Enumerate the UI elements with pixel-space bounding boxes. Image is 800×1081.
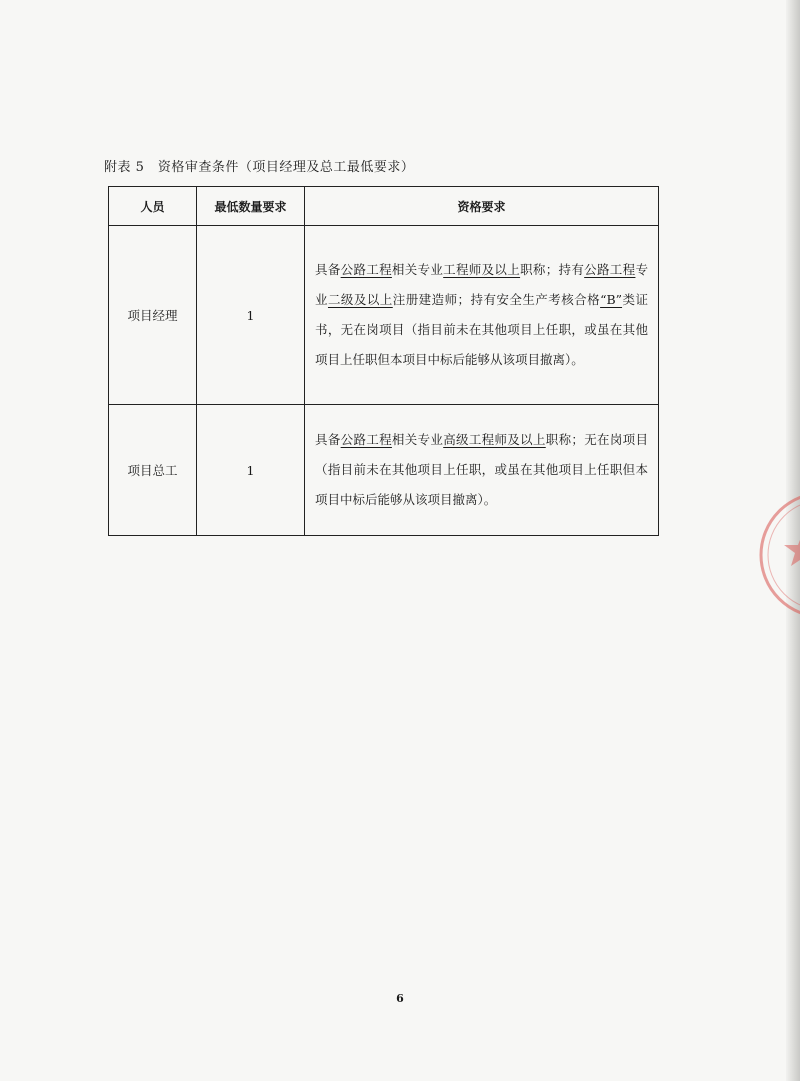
header-personnel: 人员 bbox=[109, 187, 197, 226]
header-min-quantity: 最低数量要求 bbox=[197, 187, 305, 226]
header-qualification: 资格要求 bbox=[305, 187, 659, 226]
table-header-row bbox=[109, 187, 659, 226]
table-row bbox=[109, 226, 659, 405]
requirement-text: 职称；无在岗项目（指目前未在其他项目上任职，或虽在其他项目上任职但本项目中标后能够从该项目撤离）。 bbox=[315, 432, 648, 507]
count-cell: 1 bbox=[197, 405, 305, 536]
scan-edge-shadow bbox=[786, 0, 800, 1081]
table-caption: 附表 5 资格审查条件（项目经理及总工最低要求） bbox=[104, 160, 415, 175]
page-number: 6 bbox=[396, 992, 404, 1005]
role-cell: 项目总工 bbox=[109, 405, 197, 536]
table-row bbox=[109, 405, 659, 536]
requirement-text: 专业 bbox=[315, 262, 648, 307]
underlined-term: 二级及以上 bbox=[327, 292, 393, 307]
underlined-term: 高级工程师及以上 bbox=[443, 432, 546, 447]
requirement-text: 注册建造师；持有安全生产考核合格 bbox=[392, 292, 601, 307]
count-cell: 1 bbox=[197, 226, 305, 405]
qualification-table bbox=[108, 186, 659, 536]
requirement-text: 类证书，无在岗项目（指目前未在其他项目上任职，或虽在其他项目上任职但本项目中标后能够从该项目撤离）。 bbox=[315, 292, 648, 367]
underlined-term: 工程师及以上 bbox=[443, 262, 521, 277]
requirement-text: 相关专业 bbox=[391, 432, 444, 447]
requirement-text: 相关专业 bbox=[391, 262, 444, 277]
requirement-cell bbox=[305, 226, 659, 405]
underlined-term: 公路工程 bbox=[584, 262, 636, 277]
requirement-cell bbox=[305, 405, 659, 536]
requirement-text: 具备 bbox=[315, 262, 341, 277]
requirement-text: 具备 bbox=[315, 432, 341, 447]
underlined-term: “B” bbox=[600, 292, 623, 307]
underlined-term: 公路工程 bbox=[340, 262, 392, 277]
underlined-term: 公路工程 bbox=[340, 432, 392, 447]
requirement-text: 职称；持有 bbox=[520, 262, 585, 277]
role-cell: 项目经理 bbox=[109, 226, 197, 405]
